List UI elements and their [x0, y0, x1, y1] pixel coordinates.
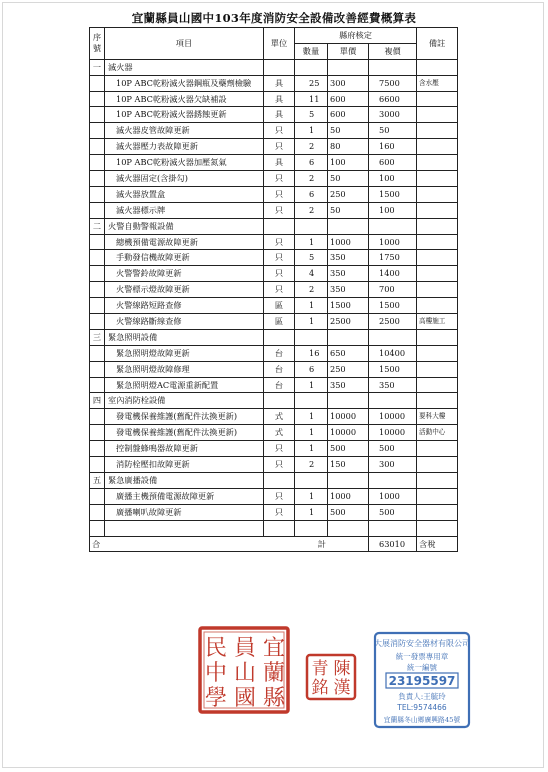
cell-item: 緊急照明燈AC電源重新配置 — [105, 377, 264, 393]
cell-price — [328, 393, 369, 409]
cell-qty: 16 — [295, 345, 328, 361]
header-no-line2: 號 — [92, 43, 102, 54]
summary-label — [90, 537, 369, 552]
cell-qty: 25 — [295, 75, 328, 91]
cell-total — [369, 472, 417, 488]
cell-total: 1750 — [369, 250, 417, 266]
cell-qty: 11 — [295, 91, 328, 107]
cell-total: 1500 — [369, 298, 417, 314]
table-row — [90, 186, 458, 202]
cell-total: 300 — [369, 457, 417, 473]
table-row — [90, 409, 458, 425]
cell-item: 滅火器放置盒 — [105, 186, 264, 202]
cell-total: 1000 — [369, 488, 417, 504]
header-unit: 單位 — [264, 28, 295, 60]
cell-no — [90, 234, 105, 250]
section-row — [90, 472, 458, 488]
cell-note — [417, 457, 458, 473]
cell-item: 滅火器皮管故障更新 — [105, 123, 264, 139]
company-tax-id: 23195597 — [388, 674, 456, 688]
cell-qty — [295, 59, 328, 75]
cell-item: 手動發信機故障更新 — [105, 250, 264, 266]
cell-total: 100 — [369, 171, 417, 187]
cell-price — [328, 59, 369, 75]
cell-price: 500 — [328, 504, 369, 520]
cell-item: 火警線路斷線查修 — [105, 314, 264, 330]
table-row — [90, 282, 458, 298]
cell-qty: 4 — [295, 266, 328, 282]
cell-item: 滅火器壓力表故障更新 — [105, 139, 264, 155]
cell-total: 6600 — [369, 91, 417, 107]
cell-qty — [295, 329, 328, 345]
cell-price: 150 — [328, 457, 369, 473]
cell-unit: 只 — [264, 186, 295, 202]
cell-price — [328, 472, 369, 488]
header-row-1 — [90, 28, 458, 44]
table-row — [90, 345, 458, 361]
cell-unit — [264, 393, 295, 409]
school-seal-char: 蘭 — [262, 661, 286, 686]
cell-qty: 1 — [295, 123, 328, 139]
cell-no — [90, 425, 105, 441]
summary-note: 含稅 — [417, 537, 458, 552]
cell-item: 10P ABC乾粉滅火器加壓氮氣 — [105, 155, 264, 171]
cell-item: 發電機保養維護(舊配件汰換更新) — [105, 409, 264, 425]
table-row — [90, 139, 458, 155]
cell-note: 活動中心 — [417, 425, 458, 441]
cell-unit: 只 — [264, 266, 295, 282]
cell-item: 總機預備電源故障更新 — [105, 234, 264, 250]
cell-unit: 具 — [264, 155, 295, 171]
cell-total: 600 — [369, 155, 417, 171]
cell-note — [417, 298, 458, 314]
cell-unit: 台 — [264, 361, 295, 377]
cell-total — [369, 218, 417, 234]
header-group: 縣府核定 — [295, 28, 417, 44]
section-row — [90, 393, 458, 409]
cell-no: 三 — [90, 329, 105, 345]
school-seal — [197, 625, 291, 715]
table-row — [90, 361, 458, 377]
school-seal-char: 學 — [204, 686, 228, 711]
cell-unit: 只 — [264, 123, 295, 139]
cell-note — [417, 266, 458, 282]
cell-item: 火警自動警報設備 — [105, 218, 264, 234]
table-row — [90, 377, 458, 393]
cell-unit: 只 — [264, 171, 295, 187]
cell-price: 2500 — [328, 314, 369, 330]
principal-seal-char: 青 — [311, 659, 329, 679]
cell-total: 1400 — [369, 266, 417, 282]
cell-item: 10P ABC乾粉滅火器鋼瓶及藥劑檢驗 — [105, 75, 264, 91]
cell-unit — [264, 472, 295, 488]
principal-seal-char: 漢 — [333, 678, 351, 698]
table-body — [90, 59, 458, 551]
cell-price: 80 — [328, 139, 369, 155]
table-row — [90, 425, 458, 441]
cell-total: 7500 — [369, 75, 417, 91]
cell-no — [90, 171, 105, 187]
header-total: 複價 — [369, 43, 417, 59]
cell-qty: 6 — [295, 186, 328, 202]
cell-no — [90, 202, 105, 218]
cell-item: 發電機保養維護(舊配件汰換更新) — [105, 425, 264, 441]
blank-cell — [295, 520, 328, 537]
school-seal-char: 員 — [233, 636, 257, 661]
cell-price: 50 — [328, 171, 369, 187]
cell-note — [417, 345, 458, 361]
cell-note — [417, 234, 458, 250]
cell-price: 600 — [328, 107, 369, 123]
cell-unit: 式 — [264, 425, 295, 441]
cell-price — [328, 329, 369, 345]
cell-unit: 只 — [264, 282, 295, 298]
cell-qty: 1 — [295, 425, 328, 441]
cell-unit: 具 — [264, 107, 295, 123]
cell-note — [417, 123, 458, 139]
cell-item: 緊急照明燈故障修理 — [105, 361, 264, 377]
cell-qty: 2 — [295, 139, 328, 155]
cell-price: 350 — [328, 377, 369, 393]
cell-no — [90, 441, 105, 457]
principal-seal-char: 銘 — [311, 678, 329, 698]
cell-unit: 具 — [264, 75, 295, 91]
cell-note — [417, 488, 458, 504]
cell-qty: 1 — [295, 409, 328, 425]
cell-item: 滅火器標示牌 — [105, 202, 264, 218]
cell-item: 滅火器 — [105, 59, 264, 75]
cell-note — [417, 59, 458, 75]
blank-cell — [417, 520, 458, 537]
blank-cell — [328, 520, 369, 537]
cell-no — [90, 155, 105, 171]
company-address: 宜蘭縣冬山鄉廣興路45號 — [383, 716, 461, 724]
cell-item: 消防栓壓扣故障更新 — [105, 457, 264, 473]
school-seal-char: 民 — [204, 636, 228, 661]
cell-note — [417, 282, 458, 298]
cell-note — [417, 186, 458, 202]
table-row — [90, 91, 458, 107]
cell-qty — [295, 393, 328, 409]
cell-price: 650 — [328, 345, 369, 361]
cell-item: 廣播主機預備電源故障更新 — [105, 488, 264, 504]
blank-cell — [369, 520, 417, 537]
header-qty: 數量 — [295, 43, 328, 59]
cell-item: 滅火器固定(含掛勾) — [105, 171, 264, 187]
cell-price: 50 — [328, 202, 369, 218]
cell-price: 350 — [328, 250, 369, 266]
cell-item: 緊急照明設備 — [105, 329, 264, 345]
cell-total: 1000 — [369, 234, 417, 250]
cell-total — [369, 329, 417, 345]
cell-item: 10P ABC乾粉滅火器欠缺補設 — [105, 91, 264, 107]
cell-qty: 6 — [295, 361, 328, 377]
cell-unit: 只 — [264, 457, 295, 473]
cell-no — [90, 361, 105, 377]
cell-price: 250 — [328, 186, 369, 202]
cell-unit — [264, 59, 295, 75]
cell-note: 要科大樓 — [417, 409, 458, 425]
cell-total — [369, 59, 417, 75]
table-row — [90, 488, 458, 504]
cell-unit: 台 — [264, 345, 295, 361]
cell-total: 350 — [369, 377, 417, 393]
section-row — [90, 329, 458, 345]
blank-row — [90, 520, 458, 537]
cell-unit — [264, 218, 295, 234]
cell-no — [90, 504, 105, 520]
cell-total: 2500 — [369, 314, 417, 330]
cell-note — [417, 139, 458, 155]
cell-qty: 2 — [295, 202, 328, 218]
cell-qty — [295, 218, 328, 234]
cell-qty: 1 — [295, 377, 328, 393]
cell-unit: 只 — [264, 504, 295, 520]
cell-note — [417, 171, 458, 187]
cell-price: 250 — [328, 361, 369, 377]
cell-no: 四 — [90, 393, 105, 409]
cell-no — [90, 75, 105, 91]
header-no-line1: 序 — [92, 32, 102, 43]
cell-note — [417, 441, 458, 457]
principal-seal — [305, 653, 357, 701]
cell-price: 600 — [328, 91, 369, 107]
cell-total: 3000 — [369, 107, 417, 123]
cell-qty — [295, 472, 328, 488]
cell-no — [90, 409, 105, 425]
table-row — [90, 298, 458, 314]
cell-price: 100 — [328, 155, 369, 171]
cell-qty: 2 — [295, 282, 328, 298]
section-row — [90, 59, 458, 75]
table-row — [90, 457, 458, 473]
cost-estimate-table — [89, 27, 458, 552]
company-phone: TEL:9574466 — [397, 703, 447, 712]
blank-cell — [105, 520, 264, 537]
cell-total: 500 — [369, 441, 417, 457]
cell-item: 緊急照明燈故障更新 — [105, 345, 264, 361]
school-seal-char: 中 — [204, 661, 228, 686]
cell-price: 500 — [328, 441, 369, 457]
summary-label-left: 合 — [92, 538, 101, 549]
cell-qty: 1 — [295, 314, 328, 330]
cell-note — [417, 377, 458, 393]
cell-unit: 只 — [264, 234, 295, 250]
summary-row — [90, 537, 458, 552]
cell-no — [90, 266, 105, 282]
cell-qty: 2 — [295, 457, 328, 473]
table-row — [90, 441, 458, 457]
cell-note — [417, 329, 458, 345]
cell-no — [90, 282, 105, 298]
cell-unit: 式 — [264, 409, 295, 425]
cell-no — [90, 186, 105, 202]
cell-item: 廣播喇叭故障更新 — [105, 504, 264, 520]
company-owner: 負責人:王毓玲 — [398, 692, 446, 701]
school-seal-char: 國 — [233, 686, 257, 711]
cell-total: 100 — [369, 202, 417, 218]
cell-unit: 只 — [264, 202, 295, 218]
cell-qty: 2 — [295, 171, 328, 187]
cell-qty: 1 — [295, 441, 328, 457]
cell-qty: 1 — [295, 504, 328, 520]
section-row — [90, 218, 458, 234]
cell-unit: 只 — [264, 441, 295, 457]
cell-no — [90, 345, 105, 361]
cell-no — [90, 123, 105, 139]
cell-note — [417, 361, 458, 377]
cell-total: 10000 — [369, 409, 417, 425]
cell-note — [417, 472, 458, 488]
cell-total: 10000 — [369, 425, 417, 441]
cell-note: 含水壓 — [417, 75, 458, 91]
cell-no: 五 — [90, 472, 105, 488]
document-title: 宜蘭縣員山國中103年度消防安全設備改善經費概算表 — [131, 11, 417, 25]
cell-no — [90, 488, 105, 504]
cell-price: 1000 — [328, 488, 369, 504]
cell-unit — [264, 329, 295, 345]
table-row — [90, 123, 458, 139]
table-row — [90, 266, 458, 282]
cell-price: 350 — [328, 266, 369, 282]
cell-qty: 5 — [295, 107, 328, 123]
cell-note — [417, 250, 458, 266]
company-stamp — [372, 630, 472, 730]
cell-price: 50 — [328, 123, 369, 139]
cell-total: 50 — [369, 123, 417, 139]
table-row — [90, 75, 458, 91]
cell-price: 10000 — [328, 425, 369, 441]
cell-item: 控制盤蜂鳴器故障更新 — [105, 441, 264, 457]
cell-total: 500 — [369, 504, 417, 520]
cell-no — [90, 457, 105, 473]
cell-note — [417, 504, 458, 520]
cell-no: 二 — [90, 218, 105, 234]
principal-seal-char: 陳 — [333, 659, 351, 679]
cell-total: 1500 — [369, 186, 417, 202]
cell-total: 1500 — [369, 361, 417, 377]
cell-no — [90, 377, 105, 393]
cell-no — [90, 298, 105, 314]
school-seal-char: 縣 — [262, 686, 286, 711]
cell-no — [90, 91, 105, 107]
cell-unit: 區 — [264, 298, 295, 314]
cell-unit: 只 — [264, 139, 295, 155]
cell-unit: 區 — [264, 314, 295, 330]
cell-qty: 1 — [295, 488, 328, 504]
cell-no — [90, 139, 105, 155]
cell-price: 10000 — [328, 409, 369, 425]
cell-item: 緊急廣播設備 — [105, 472, 264, 488]
cell-item: 火警線路短路查修 — [105, 298, 264, 314]
summary-total: 63010 — [369, 537, 417, 552]
cell-price — [328, 218, 369, 234]
cell-note: 高樓施工 — [417, 314, 458, 330]
table-row — [90, 504, 458, 520]
cell-note — [417, 91, 458, 107]
cell-note — [417, 202, 458, 218]
cell-price: 1500 — [328, 298, 369, 314]
table-row — [90, 234, 458, 250]
cell-qty: 5 — [295, 250, 328, 266]
header-price: 單價 — [328, 43, 369, 59]
cell-unit: 只 — [264, 488, 295, 504]
cell-note — [417, 393, 458, 409]
summary-label-right: 計 — [317, 538, 326, 549]
table-row — [90, 202, 458, 218]
header-note: 備註 — [417, 28, 458, 60]
cell-unit: 只 — [264, 250, 295, 266]
blank-cell — [90, 520, 105, 537]
table-row — [90, 314, 458, 330]
cell-total: 160 — [369, 139, 417, 155]
cell-note — [417, 155, 458, 171]
company-invoice-label: 統一發票專用章 — [395, 652, 449, 661]
cell-price: 300 — [328, 75, 369, 91]
cell-total: 700 — [369, 282, 417, 298]
cell-item: 室內消防栓設備 — [105, 393, 264, 409]
cell-no — [90, 250, 105, 266]
cell-price: 350 — [328, 282, 369, 298]
blank-cell — [264, 520, 295, 537]
cell-qty: 1 — [295, 298, 328, 314]
cell-unit: 具 — [264, 91, 295, 107]
cell-qty: 1 — [295, 234, 328, 250]
school-seal-char: 宜 — [262, 636, 286, 661]
cell-qty: 6 — [295, 155, 328, 171]
header-item: 項目 — [105, 28, 264, 60]
cell-price: 1000 — [328, 234, 369, 250]
table-row — [90, 250, 458, 266]
cell-item: 火警警鈴故障更新 — [105, 266, 264, 282]
school-seal-char: 山 — [233, 661, 257, 686]
company-tax-label: 統一編號 — [407, 663, 437, 672]
cell-no — [90, 107, 105, 123]
cell-no — [90, 314, 105, 330]
cell-unit: 台 — [264, 377, 295, 393]
cell-no: 一 — [90, 59, 105, 75]
cell-item: 10P ABC乾粉滅火器銹蝕更新 — [105, 107, 264, 123]
table-row — [90, 107, 458, 123]
cell-item: 火警標示燈故障更新 — [105, 282, 264, 298]
company-name: 大展消防安全器材有限公司 — [374, 639, 470, 648]
header-no — [90, 28, 105, 60]
cell-note — [417, 107, 458, 123]
cell-total — [369, 393, 417, 409]
table-row — [90, 155, 458, 171]
cell-note — [417, 218, 458, 234]
cell-total: 10400 — [369, 345, 417, 361]
table-row — [90, 171, 458, 187]
